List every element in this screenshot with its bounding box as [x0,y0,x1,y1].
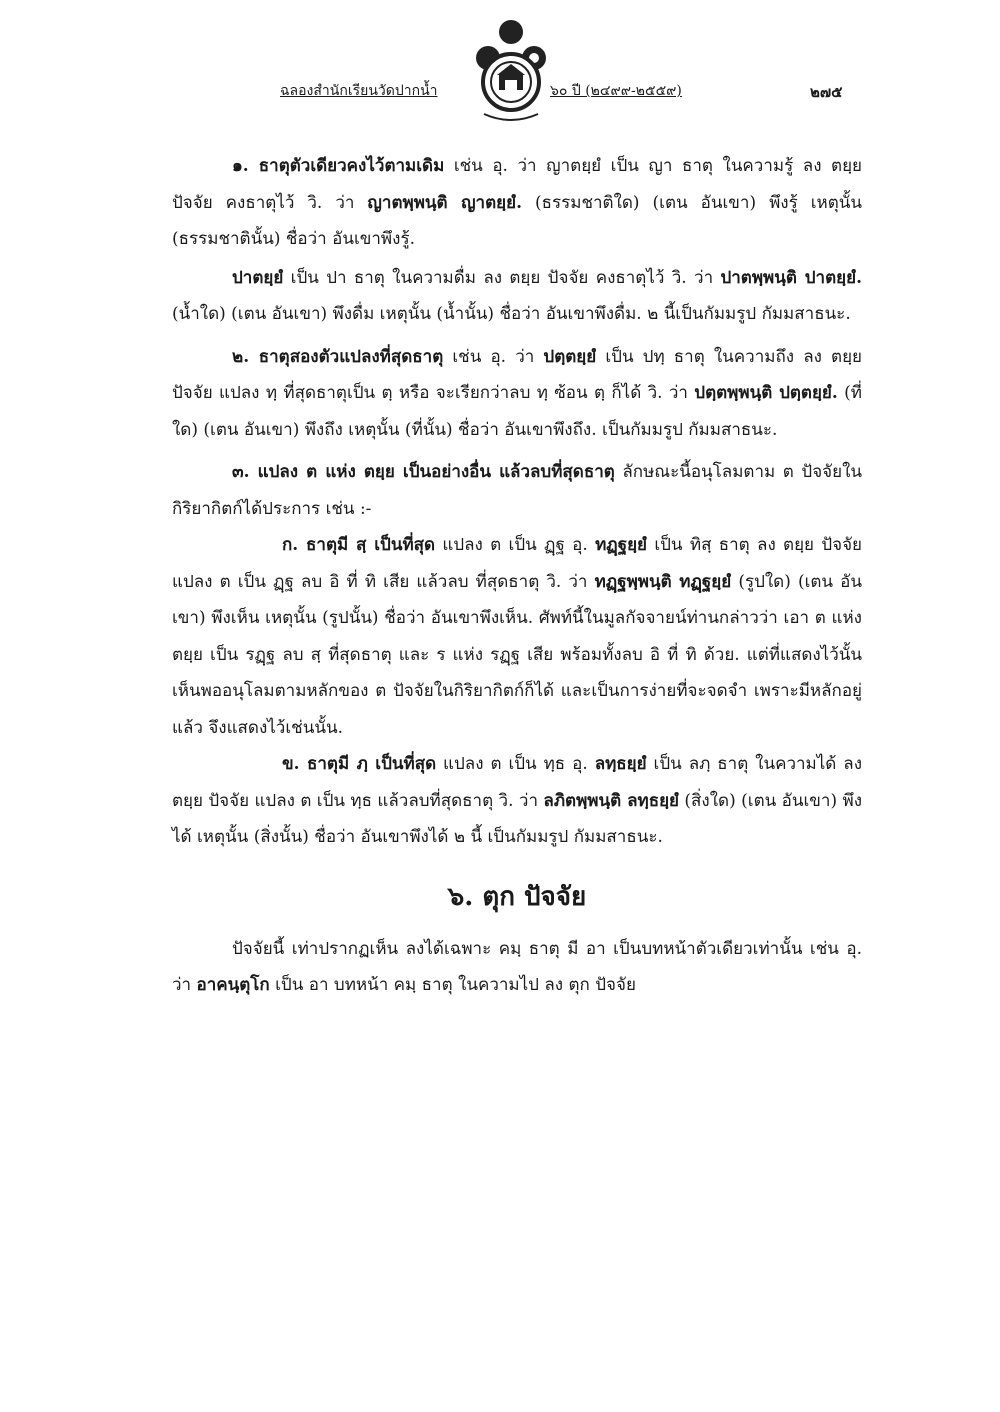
paragraph-text: (ที่ใด) (เตน อันเขา) พึงถึง เหตุนั้น (ที่นั้น) ชื่อว่า อันเขาพึงถึง. เป็นกัมมรูป กัมมสาธนะ. [172,383,862,440]
paragraph-text: เช่น อุ. ว่า ญาตยฺยํ เป็น ญา ธาตุ ในความรู้ ลง ตยฺย ปัจจัย คงธาตุไว้ วิ. ว่า [172,156,862,213]
paragraph-text: แปลง ต เป็น ทฺธ อุ. [436,754,595,774]
paragraph-text: (สิ่งใด) (เตน อันเขา) พึงได้ เหตุนั้น (สิ่งนั้น) ชื่อว่า อันเขาพึงได้ ๒ นี้ เป็นกัมมรูป กัมมสาธนะ. [172,790,863,847]
temple-seal-logo [472,18,550,128]
pali-term: อาคนฺตุโก [196,975,270,995]
section-heading: ๖. ตุก ปัจจัย [447,881,587,912]
pali-term: ปตฺตยฺยํ [543,346,597,367]
paragraph-1 [172,148,862,258]
pali-term: ทฏฺฐพฺพนฺติ ทฏฺฐยฺยํ [594,571,732,592]
point-heading: ๓. แปลง ต แห่ง ตยฺย เป็นอย่างอื่น แล้วลบที่สุดธาตุ [232,462,615,482]
paragraph-text: (น้ำใด) (เตน อันเขา) พึงดื่ม เหตุนั้น (น้ำนั้น) ชื่อว่า อันเขาพึงดื่ม. ๒ นี้เป็นกัมมรูป กัมมสาธนะ. [172,304,851,324]
paragraph-text: แปลง ต เป็น ฏฺฐ อุ. [435,535,596,555]
paragraph-text: เป็น ปา ธาตุ ในความดื่ม ลง ตยฺย ปัจจัย คงธาตุไว้ วิ. ว่า [283,267,721,288]
pali-term: ปตฺตพฺพนฺติ ปตฺตยฺยํ. [694,383,838,403]
paragraph-7 [172,931,862,1004]
paragraph-2 [172,260,862,333]
paragraph-text: ลักษณะนี้อนุโลมตาม ต ปัจจัยในกิริยากิตก์ได้ประการ เช่น :- [172,462,862,519]
point-heading: ๑. ธาตุตัวเดียวคงไว้ตามเดิม [232,156,445,176]
paragraph-text: เป็น ลภฺ ธาตุ ในความได้ ลง ตยฺย ปัจจัย แปลง ต เป็น ทฺธ แล้วลบที่สุดธาตุ วิ. ว่า [172,754,863,811]
paragraph-text: (ธรรมชาติใด) (เตน อันเขา) พึงรู้ เหตุนั้น (ธรรมชาตินั้น) ชื่อว่า อันเขาพึงรู้. [172,192,862,249]
header-title: ฉลองสำนักเรียนวัดปากน้ำ [280,83,438,99]
sub-point-heading: ข. ธาตุมี ภฺ เป็นที่สุด [282,754,437,774]
pali-term: ปาตยฺยํ [232,267,284,288]
paragraph-5 [172,527,862,746]
pali-term: ญาตพฺพนฺติ ญาตยฺยํ. [367,192,522,213]
pali-term: ทฏฺฐยฺยํ [595,535,648,555]
paragraph-text: เป็น ปทฺ ธาตุ ในความถึง ลง ตยฺย ปัจจัย แปลง ทฺ ที่สุดธาตุเป็น ตฺ หรือ จะเรียกว่าลบ ทฺ ซ้อน ตฺ ก็ได้ วิ. ว่า [172,346,862,403]
sub-point-heading: ก. ธาตุมี สฺ เป็นที่สุด [282,535,436,555]
paragraph-text: เช่น อุ. ว่า [443,346,544,367]
paragraph-4 [172,454,862,527]
point-heading: ๒. ธาตุสองตัวแปลงที่สุดธาตุ [232,346,444,367]
pali-term: ลทฺธยฺยํ [594,754,647,774]
paragraph-text: ปัจจัยนี้ เท่าปรากฏเห็น ลงได้เฉพาะ คมฺ ธาตุ มี อา เป็นบทหน้าตัวเดียวเท่านั้น เช่น อุ. ว่า [172,938,862,995]
header-anniversary: ๖๐ ปี (๒๔๙๙-๒๕๕๙) [550,83,682,99]
page-body [172,148,862,1004]
paragraph-text: (รูปใด) (เตน อันเขา) พึงเห็น เหตุนั้น (รูปนั้น) ชื่อว่า อันเขาพึงเห็น. ศัพท์นี้ในมูลกัจจายน์ท่านกล่าวว่า เอา ต แห่ง ตยฺย เป็น รฏฺฐ ลบ สฺ ที่สุดธาตุ และ ร แห่ง รฏฺฐ เสีย พร้อมทั้งลบ อิ ที่ ทิ ด้วย. แต่ที่แสดงไว้นั้น เห็นพออนุโลมตามหลักของ ต ปัจจัยในกิริยากิตก์ก็ได้ และเป็นการง่ายที่จะจดจำ เพราะมีหลักอยู่แล้ว จึงแสดงไว้เช่นนั้น. [172,571,862,738]
paragraph-3 [172,339,862,449]
pali-term: ปาตพฺพนฺติ ปาตยฺยํ. [720,267,862,288]
page-number: ๒๗๕ [810,83,843,101]
paragraph-6 [172,746,862,856]
pali-term: ลภิตพฺพนฺติ ลทฺธยฺยํ [543,790,680,811]
running-header [250,18,870,128]
paragraph-text: เป็น อา บทหน้า คมฺ ธาตุ ในความไป ลง ตุก ปัจจัย [269,975,636,995]
paragraph-text: เป็น ทิสฺ ธาตุ ลง ตยฺย ปัจจัย แปลง ต เป็น ฏฺฐ ลบ อิ ที่ ทิ เสีย แล้วลบ ที่สุดธาตุ วิ. ว่า [172,535,863,592]
